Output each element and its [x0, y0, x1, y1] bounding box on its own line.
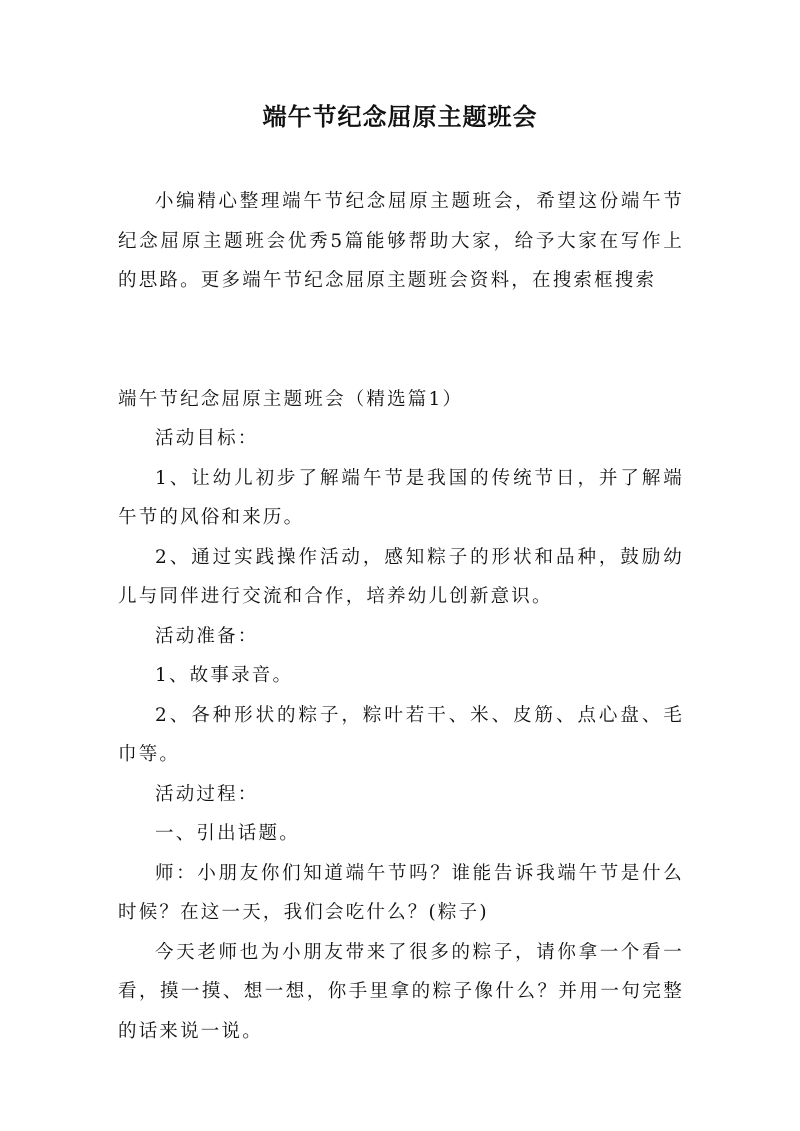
body-paragraph: 一、引出话题。 — [155, 823, 300, 844]
body-paragraph: 活动准备： — [155, 625, 259, 647]
body-paragraph: 1、让幼儿初步了解端午节是我国的传统节日，并了解端午节的风俗和来历。 — [118, 467, 684, 528]
intro-paragraph: 小编精心整理端午节纪念屈原主题班会，希望这份端午节纪念屈原主题班会优秀5篇能够帮助大家，给予大家在写作上的思路。更多端午节纪念屈原主题班会资料，在搜索框搜索 — [118, 191, 684, 291]
body-paragraph: 师：小朋友你们知道端午节吗？谁能告诉我端午节是什么时候？在这一天，我们会吃什么？(粽子) — [118, 862, 684, 923]
body-paragraph: 今天老师也为小朋友带来了很多的粽子，请你拿一个看一看，摸一摸、想一想，你手里拿的粽子像什么？并用一句完整的话来说一说。 — [118, 941, 684, 1042]
section-heading: 端午节纪念屈原主题班会（精选篇1） — [118, 388, 464, 410]
body-paragraph: 1、故事录音。 — [155, 665, 294, 686]
body-paragraph: 2、通过实践操作活动，感知粽子的形状和品种，鼓励幼儿与同伴进行交流和合作，培养幼儿创新意识。 — [118, 546, 684, 607]
body-paragraph: 活动目标： — [155, 428, 259, 449]
body-paragraph: 活动过程： — [155, 783, 259, 805]
document-title: 端午节纪念屈原主题班会 — [262, 102, 538, 131]
document-body — [118, 182, 684, 1051]
body-paragraph: 2、各种形状的粽子，粽叶若干、米、皮筋、点心盘、毛巾等。 — [118, 704, 684, 765]
section-spacer — [118, 301, 684, 380]
